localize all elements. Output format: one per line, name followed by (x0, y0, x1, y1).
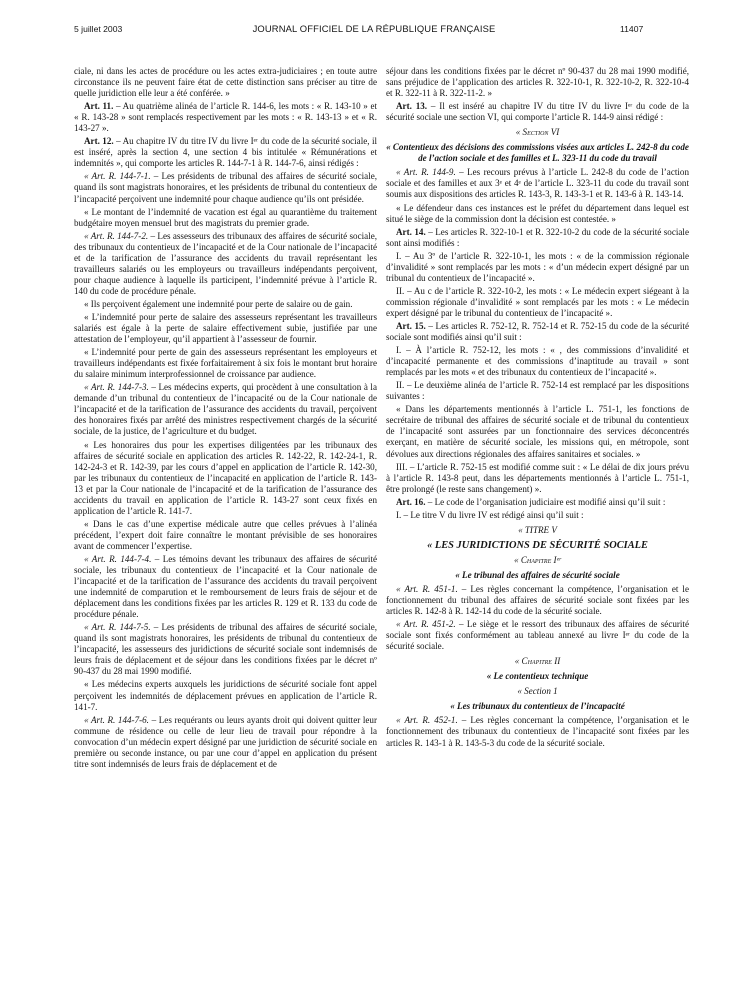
article-label: « Art. R. 144-7-4. (84, 553, 152, 564)
article-label: Art. 12. (84, 136, 114, 147)
article-text: – Au quatrième alinéa de l’article R. 144-6, les mots : « R. 143-10 » et « R. 143-28 » sont remplacés respectivement par les mots : « R. 143-13 » et « R. 143-27 ». (74, 101, 377, 134)
article-label: Art. 11. (84, 101, 114, 112)
article-text: – Les règles concernant la compétence, l’organisation et le fonctionnement du tribunal des affaires de sécurité sociale sont fixées par les articles R. 142-8 à R. 142-14 du code de la sécurité sociale. (386, 583, 689, 617)
paragraph: « L’indemnité pour perte de gain des assesseurs représentant les employeurs et travailleurs indépendants est fixée forfaitairement à six fois le montant brut horaire du salaire minimum interprofessionnel de croissance par audience. (74, 347, 377, 380)
section-title: « Contentieux des décisions des commissions visées aux articles L. 242-8 du code de l’action sociale et des familles et L. 323-11 du code du travail (386, 142, 689, 164)
chapter-title: « Le contentieux technique (486, 671, 589, 682)
chapter-title: « Le tribunal des affaires de sécurité sociale (455, 569, 620, 580)
article-text: – Il est inséré au chapitre IV du titre IV du livre Iᵉʳ du code de la sécurité sociale une section VI, qui comporte l’article R. 144-9 ainsi rédigé : (386, 101, 689, 123)
paragraph: « Les médecins experts auxquels les juridictions de sécurité sociale font appel perçoivent les indemnités de déplacement prévues en application de l’article R. 141-7. (74, 679, 377, 712)
article-r-452-1 (386, 715, 689, 748)
paragraph: II. – Au c de l’article R. 322-10-2, les mots : « Le médecin expert siégeant à la commission régionale d’invalidité » sont remplacés par les mots : « Le médecin expert désigné par le tribunal du contentieux de l’incapacité ». (386, 285, 689, 318)
paragraph: séjour dans les conditions fixées par le décret nº 90-437 du 28 mai 1990 modifié, sans préjudice de l’application des articles R. 322-10-1, R. 322-10-2, R. 322-10-4 et R. 322-11 à R. 322-11-2. » (386, 66, 689, 99)
paragraph: « Dans les départements mentionnés à l’article L. 751-1, les fonctions de secrétaire de tribunal des affaires de sécurité sociale et de tribunal du contentieux de l’incapacité sont assurées par un fonctionnaire des services déconcentrés exerçant, en matière de sécurité sociale, les missions qui, en métropole, sont dévolues aux directions régionales des affaires sanitaires et sociales. » (386, 404, 689, 459)
article-text: – Les médecins experts, qui procèdent à une consultation à la demande d’un tribunal du contentieux de l’incapacité ou de la Cour nationale de l’incapacité et de la tarification de l’assurance des accidents du travail, perçoivent des honoraires fixés par arrêté des ministres respectivement chargés de la sécurité sociale, de la justice, de l’agriculture et du budget. (74, 382, 377, 437)
article-label: « Art. R. 451-2. (396, 619, 456, 630)
article-text: – Les règles concernant la compétence, l’organisation et le fonctionnement des tribunaux du contentieux de l’incapacité sont fixées par les articles R. 143-1 à R. 143-5-3 du code de la sécurité sociale. (386, 715, 689, 748)
article-label: « Art. R. 144-7-3. (84, 382, 149, 393)
titre-heading: « TITRE V (518, 524, 557, 535)
article-label: Art. 14. (396, 226, 426, 237)
article-r-144-7-6 (74, 715, 377, 770)
article-12 (74, 136, 377, 169)
article-label: « Art. R. 452-1. (396, 715, 458, 726)
paragraph: « Dans le cas d’une expertise médicale autre que celles prévues à l’alinéa précédent, l’expert doit faire connaître le montant prévisible de ses honoraires avant de commencer l’expertise. (74, 518, 377, 551)
article-16 (386, 497, 689, 508)
article-15 (386, 321, 689, 343)
right-column (386, 66, 689, 976)
article-label: « Art. R. 144-7-6. (84, 714, 149, 725)
paragraph: « Le montant de l’indemnité de vacation est égal au quarantième du traitement budgétaire moyen mensuel brut des magistrats du premier grade. (74, 206, 377, 228)
section-title: « Les tribunaux du contentieux de l’incapacité (450, 701, 625, 712)
header-date: 5 juillet 2003 (74, 24, 123, 34)
chapter-heading: « Chapitre Iᵉʳ (514, 554, 561, 565)
article-11 (74, 101, 377, 134)
page-number: 11407 (620, 24, 644, 34)
paragraph: « Le défendeur dans ces instances est le préfet du département dans lequel est situé le siège de la commission dont la décision est contestée. » (386, 202, 689, 224)
article-r-144-9 (386, 167, 689, 200)
article-r-144-7-1 (74, 171, 377, 204)
article-r-451-2 (386, 619, 689, 652)
article-r-144-7-4 (74, 554, 377, 620)
article-label: Art. 13. (396, 101, 428, 112)
article-text: – Les présidents de tribunal des affaires de sécurité sociale, quand ils sont magistrats honoraires, et les présidents de tribunal du contentieux de l’incapacité perçoivent une indemnité pour chaque audience qu’ils ont présidée. (74, 171, 377, 204)
article-r-144-7-2 (74, 231, 377, 297)
section-heading: « Section 1 (517, 686, 558, 697)
article-text: – Les témoins devant les tribunaux des affaires de sécurité sociale, les tribunaux du contentieux de l’incapacité et la Cour nationale de l’incapacité et de la tarification de l’assurance des accidents du travail perçoivent une indemnité de comparution et le remboursement de leurs frais de séjour et de déplacement dans les conditions fixées par les articles R. 129 et R. 133 du code de procédure pénale. (74, 553, 377, 620)
article-r-144-7-5 (74, 622, 377, 677)
article-label: Art. 16. (396, 496, 426, 507)
article-text: – Au chapitre IV du titre IV du livre Iᵉʳ du code de la sécurité sociale, il est inséré, après la section 4, une section 4 bis intitulée « Rémunérations et indemnités », qui comporte les articles R. 144-7-1 à R. 144-7-6, ainsi rédigés : (74, 136, 377, 169)
article-text: – Les assesseurs des tribunaux des affaires de sécurité sociale, des tribunaux du contentieux de l’incapacité et de la Cour nationale de l’incapacité et de la tarification de l’assurance des accidents du travail représentant les travailleurs salariés ou les employeurs ou travailleurs indépendants perçoivent, pour chaque audience à laquelle ils participent, l’indemnité prévue à l’article R. 140 du code de procédure pénale. (74, 230, 377, 296)
article-label: « Art. R. 144-7-1. (84, 171, 151, 182)
article-label: « Art. R. 144-9. (396, 167, 456, 178)
paragraph: I. – À l’article R. 752-12, les mots : « , des commissions d’invalidité et d’incapacité permanente et des commissions d’inaptitude au travail » sont remplacés par les mots « et des tribunaux du contentieux de l’incapacité ». (386, 345, 689, 378)
chapter-heading: « Chapitre II (514, 656, 561, 667)
paragraph: « Les honoraires dus pour les expertises diligentées par les tribunaux des affaires de sécurité sociale en application des articles R. 142-22, R. 142-24-1, R. 142-24-3 et R. 142-39, par les cours d’appel en application de l’article R. 142-30, par les tribunaux du contentieux de l’incapacité en application de l’article R. 143-13 et par la Cour nationale de l’incapacité et de la tarification de l’assurance des accidents du travail en application de l’article R. 143-27 sont ceux fixés en application de l’article R. 141-7. (74, 439, 377, 516)
paragraph: II. – Le deuxième alinéa de l’article R. 752-14 est remplacé par les dispositions suivantes : (386, 380, 689, 402)
article-14 (386, 227, 689, 249)
paragraph: I. – Au 3º de l’article R. 322-10-1, les mots : « de la commission régionale d’invalidité » sont remplacés par les mots : « d’un médecin expert désigné par un tribunal du contentieux de l’incapacité ». (386, 250, 689, 283)
article-text: – Les articles R. 752-12, R. 752-14 et R. 752-15 du code de la sécurité sociale sont modifiés ainsi qu’il suit : (386, 320, 689, 343)
paragraph: I. – Le titre V du livre IV est rédigé ainsi qu’il suit : (396, 509, 584, 520)
section-heading: « Section VI (515, 127, 560, 138)
left-column (74, 66, 377, 976)
paragraph: « L’indemnité pour perte de salaire des assesseurs représentant les travailleurs salariés est égale à la perte de salaire effectivement subie, justifiée par une attestation de l’employeur, qu’il appartient à l’assesseur de fournir. (74, 311, 377, 345)
journal-title: JOURNAL OFFICIEL DE LA RÉPUBLIQUE FRANÇAISE (252, 23, 496, 34)
article-text: – Le code de l’organisation judiciaire est modifié ainsi qu’il suit : (425, 496, 666, 507)
paragraph: ciale, ni dans les actes de procédure ou les actes extra-judiciaires ; en toute autre circonstance ils ne peuvent faire état de cette distinction sans préciser au titre de quelle juridiction elle leur a été conférée. » (74, 66, 377, 99)
article-label: « Art. R. 144-7-5. (84, 622, 151, 633)
article-label: Art. 15. (396, 320, 426, 331)
paragraph: « Ils perçoivent également une indemnité pour perte de salaire ou de gain. (84, 298, 353, 309)
article-r-144-7-3 (74, 382, 377, 437)
page-header (0, 0, 748, 60)
titre-title: « LES JURIDICTIONS DE SÉCURITÉ SOCIALE (427, 539, 648, 551)
article-r-451-1 (386, 584, 689, 617)
article-text: – Les articles R. 322-10-1 et R. 322-10-2 du code de la sécurité sociale sont ainsi modifiés : (386, 226, 689, 248)
article-text: – Le siège et le ressort des tribunaux des affaires de sécurité sociale sont fixés conformément au tableau annexé au livre Iᵉʳ du code de la sécurité sociale. (386, 619, 689, 652)
article-label: « Art. R. 451-1. (396, 583, 458, 594)
article-13 (386, 101, 689, 123)
paragraph: III. – L’article R. 752-15 est modifié comme suit : « Le délai de dix jours prévu à l’article R. 143-8 peut, dans les départements mentionnés à l’article L. 751-1, être prolongé (le reste sans changement) ». (386, 461, 689, 494)
article-label: « Art. R. 144-7-2. (84, 230, 149, 241)
article-text: – Les recours prévus à l’article L. 242-8 du code de l’action sociale et des familles et aux 3ᵉ et 4ᵉ de l’article L. 323-11 du code du travail sont soumis aux dispositions des articles R. 143-3, R. 143-3-1 et R. 143-6 à R. 143-14. (386, 167, 689, 200)
article-text: – Les présidents de tribunal des affaires de sécurité sociale, quand ils sont magistrats honoraires, les présidents de tribunal du contentieux de l’incapacité, les assesseurs des juridictions de sécurité sociale sont indemnisés de leurs frais de déplacement et de séjour dans les conditions fixées par le décret nº 90-437 du 28 mai 1990 modifié. (74, 622, 377, 677)
article-text: – Les requérants ou leurs ayants droit qui doivent quitter leur commune de résidence ou celle de leur lieu de travail pour répondre à la convocation d’un médecin expert désigné par une juridiction de sécurité sociale en première ou seconde instance, ou par une cour d’appel en application du présent titre sont indemnisés de leurs frais de déplacement et de (74, 714, 377, 769)
